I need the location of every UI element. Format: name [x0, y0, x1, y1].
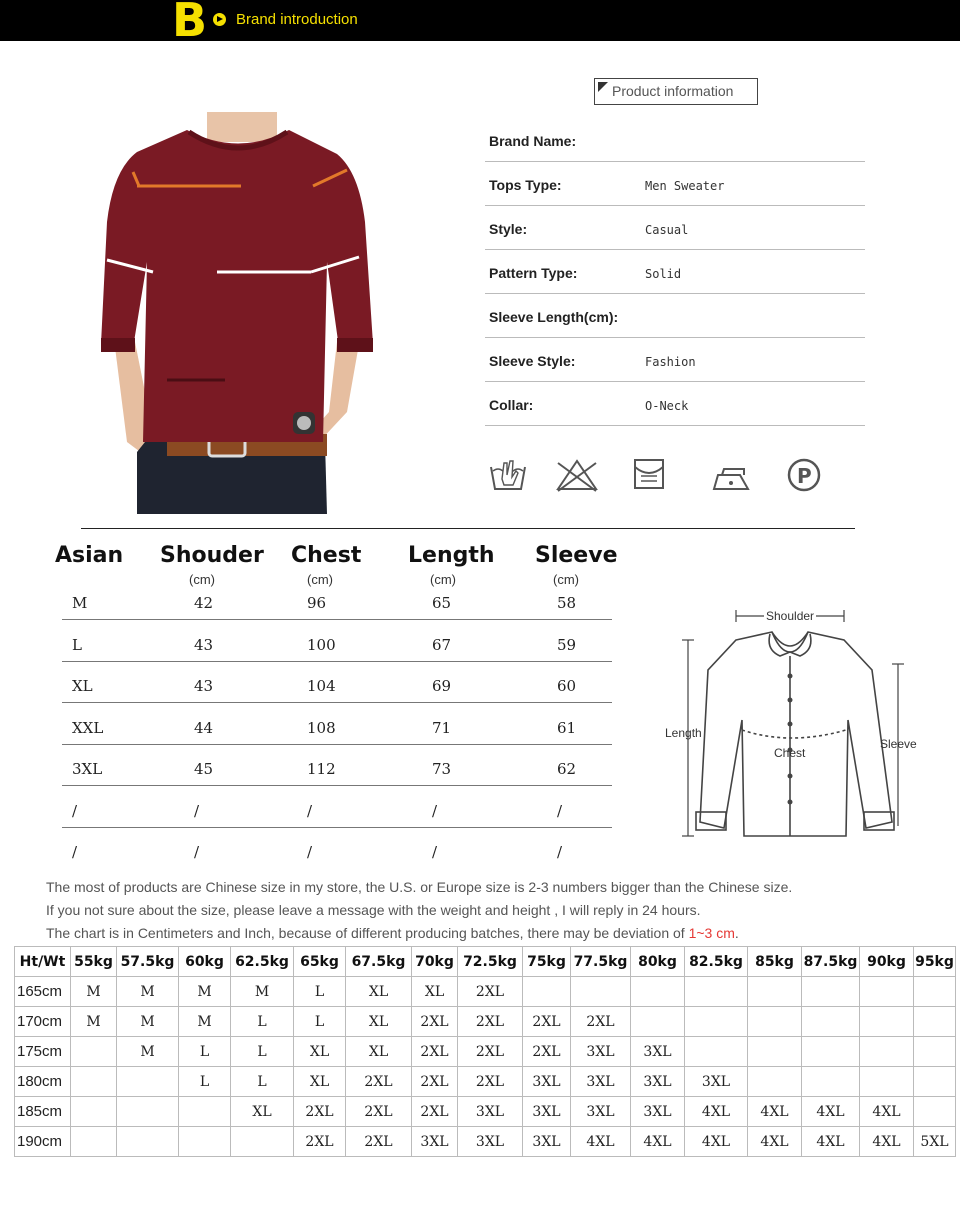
fit-weight-header: 60kg [179, 947, 231, 977]
info-label: Pattern Type: [489, 265, 578, 281]
fit-size-cell: 3XL [631, 1037, 685, 1067]
fit-size-cell [631, 977, 685, 1007]
fit-height-cell: 165cm [15, 977, 71, 1007]
fit-size-cell [802, 1037, 860, 1067]
fit-size-cell: XL [412, 977, 458, 1007]
fit-size-cell: XL [294, 1067, 346, 1097]
note-line-3 [46, 922, 792, 945]
left-cuff [101, 338, 135, 352]
fit-size-cell [117, 1097, 179, 1127]
fit-size-cell: 2XL [523, 1037, 571, 1067]
fit-size-cell: M [117, 1007, 179, 1037]
fit-size-cell [914, 977, 956, 1007]
size-cell: 61 [557, 718, 577, 737]
info-label: Tops Type: [489, 177, 562, 193]
fit-size-cell: 2XL [294, 1127, 346, 1157]
size-cell: / [432, 801, 438, 820]
fit-size-cell [685, 1037, 748, 1067]
product-info-table [485, 118, 865, 426]
fit-weight-header: 55kg [71, 947, 117, 977]
info-label: Brand Name: [489, 133, 577, 149]
fit-size-cell: 4XL [748, 1097, 802, 1127]
product-photo [97, 112, 379, 514]
fit-weight-header: 82.5kg [685, 947, 748, 977]
fit-height-cell: 175cm [15, 1037, 71, 1067]
size-cell: / [307, 843, 313, 861]
fit-size-cell: 4XL [685, 1127, 748, 1157]
fit-size-cell: 3XL [571, 1037, 631, 1067]
fit-size-cell: M [179, 1007, 231, 1037]
fit-weight-header: 87.5kg [802, 947, 860, 977]
size-header-sleeve: Sleeve [535, 543, 618, 568]
info-value: Fashion [645, 355, 696, 369]
info-label: Sleeve Style: [489, 353, 576, 369]
line-dry-icon [632, 457, 666, 493]
fit-size-cell [748, 1007, 802, 1037]
fit-row [15, 1067, 956, 1097]
size-cell: 73 [432, 760, 452, 778]
fit-size-cell: 3XL [412, 1127, 458, 1157]
fit-size-cell: 2XL [346, 1067, 412, 1097]
fit-size-cell: 4XL [860, 1097, 914, 1127]
size-cell: / [307, 801, 313, 820]
size-cell: 62 [557, 760, 577, 778]
fit-height-cell: 170cm [15, 1007, 71, 1037]
info-row-brand-name [485, 118, 865, 162]
size-cell: / [557, 801, 563, 820]
info-value: Men Sweater [645, 179, 725, 193]
size-cell: / [557, 843, 563, 861]
size-row-divider [62, 785, 612, 786]
size-cell: 44 [194, 718, 214, 737]
fit-size-cell: L [294, 1007, 346, 1037]
diagram-label-shoulder: Shoulder [766, 609, 815, 623]
size-cell: 100 [307, 635, 336, 654]
info-row-sleeve-style [485, 338, 865, 382]
fit-size-cell: 4XL [571, 1127, 631, 1157]
fit-size-cell: XL [346, 977, 412, 1007]
fit-size-cell: 4XL [802, 1097, 860, 1127]
info-row-collar [485, 382, 865, 426]
fit-weight-header: 80kg [631, 947, 685, 977]
hand-wash-icon [488, 457, 528, 493]
size-notes [46, 876, 792, 945]
fit-size-cell [179, 1097, 231, 1127]
info-value: Casual [645, 223, 689, 237]
info-row-pattern-type [485, 250, 865, 294]
fit-size-cell [914, 1037, 956, 1067]
fit-height-cell: 185cm [15, 1097, 71, 1127]
iron-icon [710, 457, 752, 493]
note-deviation-value: 1~3 cm [688, 925, 735, 941]
fit-size-cell [571, 977, 631, 1007]
product-information-label: Product information [612, 83, 734, 99]
size-cell: 108 [307, 718, 336, 737]
fit-size-cell: 2XL [458, 1067, 523, 1097]
size-cell: 65 [432, 594, 452, 612]
fit-size-cell: 2XL [458, 1007, 523, 1037]
fit-size-cell: XL [231, 1097, 294, 1127]
fit-weight-header: 65kg [294, 947, 346, 977]
fit-size-cell: 4XL [748, 1127, 802, 1157]
diagram-label-sleeve: Sleeve [880, 737, 917, 751]
size-cell: 67 [432, 635, 452, 654]
fit-weight-header: 95kg [914, 947, 956, 977]
size-unit-chest: (cm) [307, 572, 333, 587]
size-cell: 96 [307, 594, 327, 612]
size-cell: 3XL [72, 760, 103, 778]
fit-size-cell [71, 1097, 117, 1127]
size-unit-length: (cm) [430, 572, 456, 587]
fit-size-cell: 3XL [631, 1097, 685, 1127]
fit-size-cell [914, 1067, 956, 1097]
size-unit-sleeve: (cm) [553, 572, 579, 587]
fit-size-cell [860, 1007, 914, 1037]
fit-size-cell [802, 1007, 860, 1037]
fit-size-cell: 2XL [294, 1097, 346, 1127]
fit-size-cell [231, 1127, 294, 1157]
size-cell: / [72, 801, 78, 820]
size-cell: L [72, 635, 82, 654]
size-row-divider [62, 702, 612, 703]
size-row-divider [62, 619, 612, 620]
size-cell: / [432, 843, 438, 861]
fit-size-cell: 2XL [412, 1037, 458, 1067]
fit-size-cell [685, 1007, 748, 1037]
fit-size-cell: 2XL [412, 1067, 458, 1097]
size-cell: XL [72, 677, 93, 695]
section-divider [81, 528, 855, 529]
fit-size-cell: 3XL [685, 1067, 748, 1097]
fit-size-cell [748, 977, 802, 1007]
fit-size-cell: 2XL [412, 1007, 458, 1037]
no-bleach-icon [554, 457, 600, 493]
fit-size-cell: L [231, 1007, 294, 1037]
fit-weight-header: 62.5kg [231, 947, 294, 977]
fit-size-cell: M [117, 1037, 179, 1067]
fit-size-cell: 4XL [685, 1097, 748, 1127]
info-row-style [485, 206, 865, 250]
fit-size-cell: 4XL [631, 1127, 685, 1157]
size-cell: / [72, 843, 78, 861]
fit-size-cell: 2XL [346, 1127, 412, 1157]
fit-size-cell: M [117, 977, 179, 1007]
size-cell: 45 [194, 760, 214, 778]
fit-size-cell: XL [294, 1037, 346, 1067]
fit-size-cell [631, 1007, 685, 1037]
fit-size-cell: M [71, 977, 117, 1007]
fit-size-cell [117, 1127, 179, 1157]
fit-size-cell [523, 977, 571, 1007]
fit-size-cell: 3XL [458, 1127, 523, 1157]
fit-size-cell: 2XL [523, 1007, 571, 1037]
fit-size-cell: 2XL [412, 1097, 458, 1127]
measurement-diagram [660, 600, 920, 845]
size-header-length: Length [408, 543, 495, 568]
fit-size-cell: L [294, 977, 346, 1007]
fit-size-cell: 3XL [571, 1097, 631, 1127]
size-cell: 112 [307, 760, 336, 778]
fit-weight-header: 85kg [748, 947, 802, 977]
size-cell: 42 [194, 594, 214, 612]
fit-size-cell [71, 1067, 117, 1097]
size-row-divider [62, 744, 612, 745]
brand-header-bar [0, 0, 960, 47]
size-cell: / [194, 843, 200, 861]
brand-letter: B [172, 0, 208, 47]
fit-weight-header: 70kg [412, 947, 458, 977]
corner-triangle-icon [598, 82, 608, 92]
size-cell: / [194, 801, 200, 820]
fit-size-cell: 2XL [458, 1037, 523, 1067]
info-row-sleeve-length [485, 294, 865, 338]
fit-weight-header: 75kg [523, 947, 571, 977]
size-row-divider [62, 827, 612, 828]
right-cuff [337, 338, 373, 352]
fit-size-cell: XL [346, 1037, 412, 1067]
info-value: Solid [645, 267, 682, 281]
fit-size-cell: M [231, 977, 294, 1007]
fit-size-cell: 2XL [458, 977, 523, 1007]
fit-size-cell: M [179, 977, 231, 1007]
diagram-label-chest: Chest [774, 746, 806, 760]
fit-height-cell: 180cm [15, 1067, 71, 1097]
fit-size-cell: 4XL [802, 1127, 860, 1157]
size-cell: 69 [432, 677, 452, 695]
size-header-chest: Chest [291, 543, 362, 568]
fit-size-cell [71, 1127, 117, 1157]
size-header-shoulder: Shouder [160, 543, 264, 568]
note-line-3-prefix: The chart is in Centimeters and Inch, because of different producing batches, there may be deviation of [46, 925, 689, 941]
fit-weight-header: 77.5kg [571, 947, 631, 977]
size-cell: 59 [557, 635, 577, 654]
fit-size-cell: 3XL [523, 1127, 571, 1157]
fit-size-cell: 3XL [523, 1067, 571, 1097]
fit-size-cell: L [179, 1037, 231, 1067]
fit-weight-header: 90kg [860, 947, 914, 977]
fit-size-cell: 3XL [458, 1097, 523, 1127]
fit-size-cell [860, 1037, 914, 1067]
brand-introduction-title: Brand introduction [236, 11, 358, 28]
fit-size-cell: 2XL [346, 1097, 412, 1127]
fit-size-cell: L [231, 1067, 294, 1097]
info-label: Sleeve Length(cm): [489, 309, 619, 325]
fit-size-cell [914, 1007, 956, 1037]
fit-size-cell: 2XL [571, 1007, 631, 1037]
size-row-divider [62, 661, 612, 662]
fit-row [15, 1037, 956, 1067]
info-label: Collar: [489, 397, 534, 413]
fit-size-cell: 4XL [860, 1127, 914, 1157]
size-cell: 104 [307, 677, 336, 695]
fit-size-cell [685, 977, 748, 1007]
note-line-2: If you not sure about the size, please leave a message with the weight and height , I will reply in 24 hours. [46, 902, 701, 918]
fit-size-cell: M [71, 1007, 117, 1037]
fit-row [15, 1097, 956, 1127]
product-information-heading [594, 78, 758, 105]
fit-size-cell: L [231, 1037, 294, 1067]
size-cell: 60 [557, 677, 577, 695]
fit-size-cell: 5XL [914, 1127, 956, 1157]
fit-size-cell [748, 1067, 802, 1097]
fit-weight-header: 72.5kg [458, 947, 523, 977]
fit-size-cell: XL [346, 1007, 412, 1037]
svg-text:P: P [797, 464, 812, 488]
play-bullet-icon [213, 13, 226, 26]
fit-size-cell [914, 1097, 956, 1127]
fit-size-cell [748, 1037, 802, 1067]
size-cell: 71 [432, 718, 452, 737]
size-cell: 43 [194, 677, 214, 695]
fit-height-cell: 190cm [15, 1127, 71, 1157]
diagram-label-length: Length [665, 726, 702, 740]
fit-size-cell: 3XL [523, 1097, 571, 1127]
fit-row [15, 1007, 956, 1037]
info-value: O-Neck [645, 399, 689, 413]
size-cell: 43 [194, 635, 214, 654]
fit-weight-header: 67.5kg [346, 947, 412, 977]
size-cell: XXL [72, 718, 104, 737]
note-line-1: The most of products are Chinese size in my store, the U.S. or Europe size is 2-3 numbers bigger than the Chinese size. [46, 879, 793, 895]
neck-skin [207, 112, 277, 142]
size-cell: 58 [557, 594, 577, 612]
fit-size-cell: 3XL [631, 1067, 685, 1097]
fit-size-cell [802, 1067, 860, 1097]
fit-size-cell: 3XL [571, 1067, 631, 1097]
note-line-3-suffix: . [734, 925, 739, 941]
fit-size-cell [117, 1067, 179, 1097]
fit-row [15, 977, 956, 1007]
dry-clean-p-icon [786, 457, 822, 493]
fit-weight-header: 57.5kg [117, 947, 179, 977]
fit-size-cell [860, 977, 914, 1007]
info-row-tops-type [485, 162, 865, 206]
fit-corner-header: Ht/Wt [15, 947, 71, 977]
fit-size-cell [860, 1067, 914, 1097]
size-cell: M [72, 594, 88, 612]
fit-size-cell [71, 1037, 117, 1067]
size-unit-shoulder: (cm) [189, 572, 215, 587]
height-weight-fit-chart [14, 946, 956, 1157]
fit-size-cell [179, 1127, 231, 1157]
fit-size-cell: L [179, 1067, 231, 1097]
info-label: Style: [489, 221, 528, 237]
fit-size-cell [802, 977, 860, 1007]
fit-row [15, 1127, 956, 1157]
size-header-asian: Asian [55, 543, 124, 568]
